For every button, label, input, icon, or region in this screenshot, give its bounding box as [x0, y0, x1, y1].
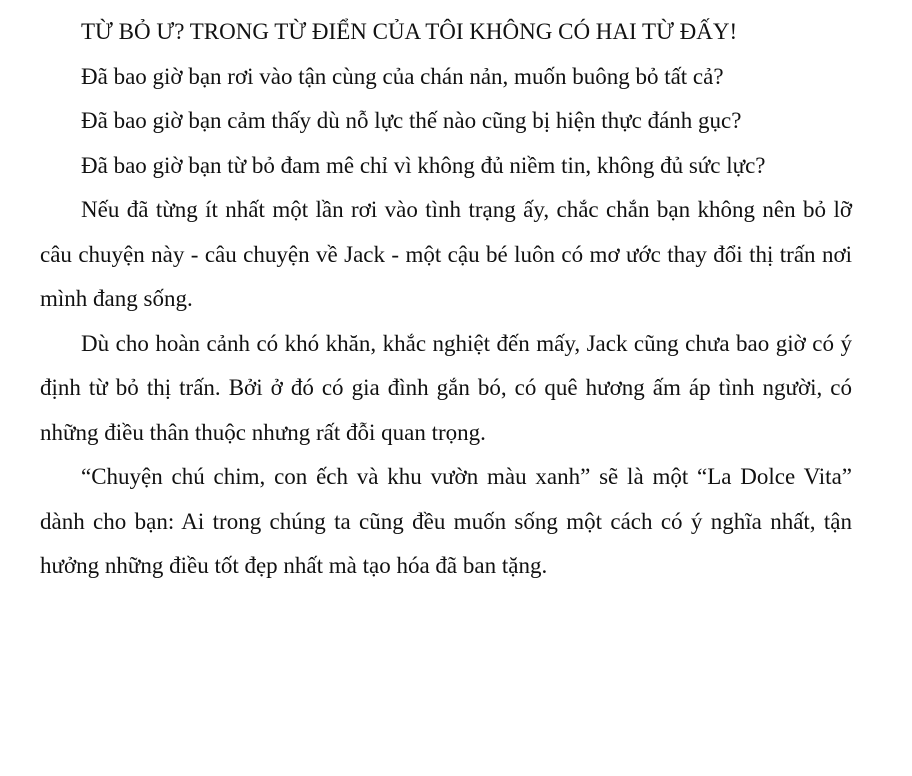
- paragraph-3: Đã bao giờ bạn từ bỏ đam mê chỉ vì không đủ niềm tin, không đủ sức lực?: [81, 152, 766, 178]
- document-page: [40, 10, 852, 589]
- paragraph-4: Nếu đã từng ít nhất một lần rơi vào tình trạng ấy, chắc chắn bạn không nên bỏ lỡ câu chuyện này - câu chuyện về Jack - một cậu bé luôn có mơ ước thay đổi thị trấn nơi mình đang sống.: [40, 197, 852, 311]
- paragraph-6: “Chuyện chú chim, con ếch và khu vườn màu xanh” sẽ là một “La Dolce Vita” dành cho bạn: Ai trong chúng ta cũng đều muốn sống một cách có ý nghĩa nhất, tận hưởng những điều tốt đẹp nhất mà tạo hóa đã ban tặng.: [40, 464, 852, 578]
- document-heading: TỪ BỎ Ư? TRONG TỪ ĐIỂN CỦA TÔI KHÔNG CÓ HAI TỪ ĐẤY!: [81, 19, 738, 44]
- paragraph-5: Dù cho hoàn cảnh có khó khăn, khắc nghiệt đến mấy, Jack cũng chưa bao giờ có ý định từ bỏ thị trấn. Bởi ở đó có gia đình gắn bó, có quê hương ấm áp tình người, có những điều thân thuộc nhưng rất đỗi quan trọng.: [40, 330, 852, 445]
- paragraph-2: Đã bao giờ bạn cảm thấy dù nỗ lực thế nào cũng bị hiện thực đánh gục?: [81, 108, 742, 133]
- paragraph-1: Đã bao giờ bạn rơi vào tận cùng của chán nản, muốn buông bỏ tất cả?: [81, 63, 724, 89]
